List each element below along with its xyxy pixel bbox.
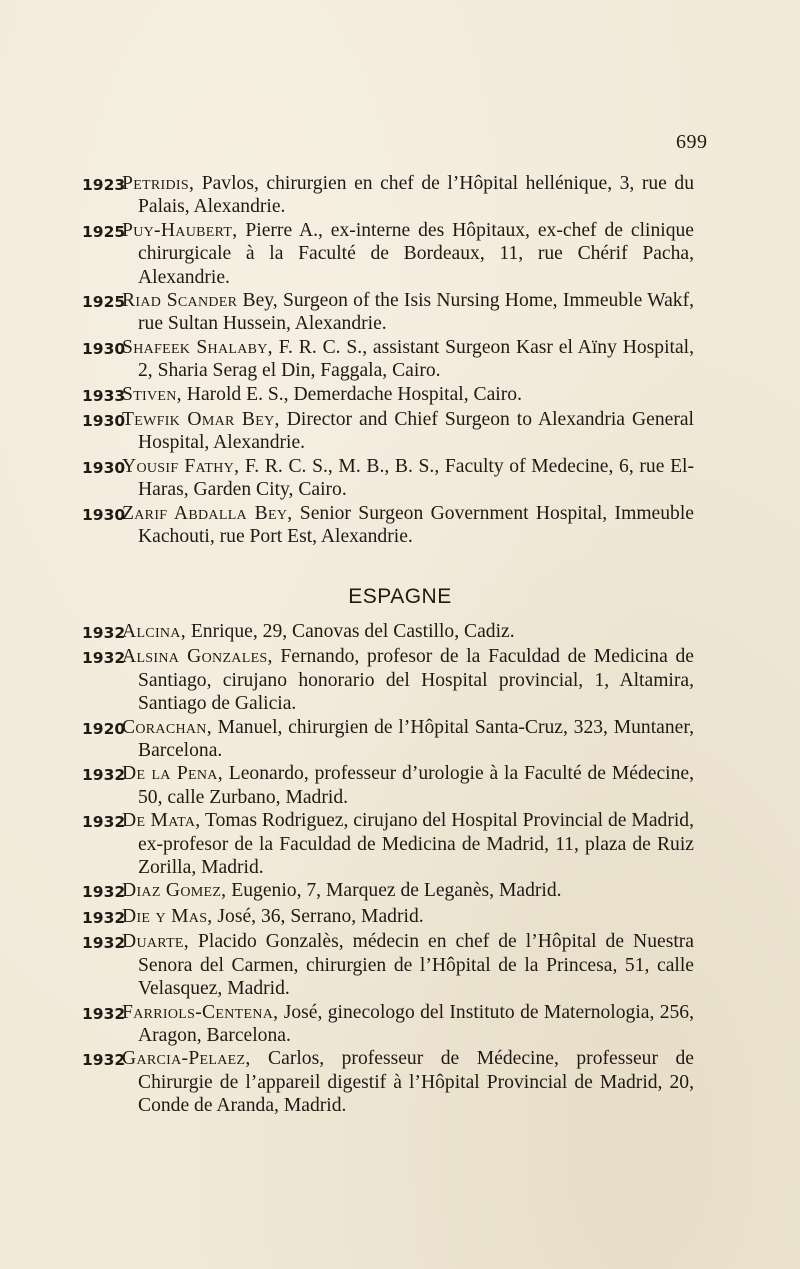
entry-body (122, 645, 694, 715)
directory-entry (0, 809, 800, 879)
section-heading: ESPAGNE (348, 585, 452, 608)
entry-details: Carlos, professeur de Médecine, professeur de Chirurgie de l’appareil digestif à l’Hôpital Provincial de Madrid, 20, Conde de Aranda, Madrid. (138, 1048, 694, 1117)
directory-entry (0, 930, 800, 1000)
entry-body (122, 879, 694, 902)
entry-name: De Mata, (122, 810, 201, 832)
entry-details: Director and Chief Surgeon to Alexandria General Hospital, Alexandrie. (138, 409, 694, 454)
entry-name: Stiven, (122, 383, 182, 405)
entry-year: 1930 (82, 458, 126, 477)
entry-name: Garcia-Pelaez, (122, 1048, 251, 1070)
entries-egypt (0, 172, 800, 549)
entry-details: Harold E. S., Demerdache Hospital, Cairo. (181, 383, 522, 405)
entry-name: Farriols-Centena, (122, 1001, 279, 1023)
entry-name: Diaz Gomez, (122, 880, 227, 902)
directory-entry (0, 905, 800, 930)
entry-details: Enrique, 29, Canovas del Castillo, Cadiz. (185, 621, 515, 642)
directory-entry (0, 502, 800, 549)
entry-details: Leonardo, professeur d’urologie à la Faculté de Médecine, 50, calle Zurbano, Madrid. (138, 763, 694, 808)
entry-year: 1932 (82, 908, 126, 927)
entry-name: De la Pena, (122, 763, 223, 785)
entry-details: Senior Surgeon Government Hospital, Immeuble Kachouti, rue Port Est, Alexandrie. (138, 502, 694, 548)
entry-body (122, 930, 694, 1000)
entry-details: Pavlos, chirurgien en chef de l’Hôpital hellénique, 3, rue du Palais, Alexandrie. (138, 173, 694, 218)
entry-body (122, 336, 694, 383)
entry-details: Manuel, chirurgien de l’Hôpital Santa-Cruz, 323, Muntaner, Barcelona. (138, 716, 694, 762)
entry-year: 1930 (82, 412, 126, 431)
entry-year: 1925 (82, 222, 126, 241)
entries-spain (0, 620, 800, 1118)
directory-entry (0, 336, 800, 383)
directory-entry (0, 645, 800, 715)
entry-body (122, 1001, 694, 1048)
entry-year: 1932 (82, 624, 126, 642)
entry-year: 1932 (82, 934, 126, 953)
entry-name: Corachan, (122, 716, 212, 738)
entry-name: Zarif Abdalla Bey, (122, 502, 293, 524)
entry-name: Alsina Gonzales, (122, 646, 273, 668)
directory-entry (0, 762, 800, 809)
entry-body (122, 383, 694, 406)
entry-name: Duarte, (122, 931, 189, 953)
directory-entry (0, 408, 800, 455)
entry-details: Pierre A., ex-interne des Hôpitaux, ex-chef de clinique chirurgicale à la Faculté de Bordeaux, 11, rue Chérif Pacha, Alexandrie. (138, 219, 694, 288)
entry-name: Riad Scander (122, 290, 238, 312)
entry-body (122, 172, 694, 219)
entry-year: 1923 (82, 176, 126, 194)
directory-entry (0, 219, 800, 289)
entry-year: 1920 (82, 719, 126, 738)
entry-details: F. R. C. S., M. B., B. S., Faculty of Medecine, 6, rue El-Haras, Garden City, Cairo. (138, 455, 695, 501)
entry-body (122, 905, 694, 928)
entry-details: Fernando, profesor de la Faculdad de Medicina de Santiago, cirujano honorario del Hospital provincial, 1, Altamira, Santiago de Galicia. (138, 646, 695, 715)
directory-entry (0, 455, 800, 502)
entry-name: Tewfik Omar Bey, (122, 409, 280, 431)
entry-name: Shafeek Shalaby, (122, 336, 273, 358)
entry-year: 1930 (82, 505, 126, 524)
entry-year: 1932 (82, 1051, 126, 1070)
entry-year: 1933 (82, 386, 126, 405)
directory-entry (0, 1047, 800, 1117)
entry-details: José, 36, Serrano, Madrid. (212, 905, 424, 927)
entry-details: Bey, Surgeon of the Isis Nursing Home, Immeuble Wakf, rue Sultan Hussein, Alexandrie. (138, 290, 695, 335)
entry-body (122, 408, 694, 455)
directory-entry (0, 289, 800, 336)
entry-details: José, ginecologo del Instituto de Maternologia, 256, Aragon, Barcelona. (138, 1001, 694, 1046)
entry-year: 1925 (82, 293, 126, 312)
entry-body (122, 809, 694, 879)
entry-year: 1932 (82, 766, 126, 785)
entry-details: Eugenio, 7, Marquez de Leganès, Madrid. (226, 880, 562, 902)
entry-year: 1930 (82, 339, 126, 358)
directory-entry (0, 620, 800, 645)
directory-entry (0, 716, 800, 763)
entry-name: Puy-Haubert, (122, 219, 238, 241)
entry-year: 1932 (82, 649, 126, 668)
entry-name: Yousif Fathy, (122, 455, 240, 477)
entry-name: Die y Mas, (122, 905, 213, 927)
entry-name: Alcina, (122, 621, 186, 642)
directory-entry (0, 383, 800, 408)
entry-body (122, 219, 694, 289)
entry-name: Petridis, (122, 173, 195, 194)
entry-year: 1932 (82, 1004, 126, 1023)
directory-entry (0, 172, 800, 219)
entry-details: Tomas Rodriguez, cirujano del Hospital Provincial de Madrid, ex-profesor de la Faculdad de Medicina de Madrid, 11, plaza de Ruiz Zorilla, Madrid. (138, 810, 694, 879)
entry-body (122, 502, 694, 549)
directory-entry (0, 879, 800, 904)
entry-body (122, 1047, 694, 1117)
directory-entry (0, 1001, 800, 1048)
entry-body (122, 620, 694, 643)
entry-body (122, 762, 694, 809)
page-number: 699 (676, 131, 708, 153)
entry-body (122, 289, 694, 336)
entry-year: 1932 (82, 813, 126, 832)
entry-details: F. R. C. S., assistant Surgeon Kasr el Aïny Hospital, 2, Sharia Serag el Din, Faggala, Cairo. (138, 336, 694, 382)
entry-details: Placido Gonzalès, médecin en chef de l’Hôpital de Nuestra Senora del Carmen, chirurgien de l’Hôpital de la Princesa, 51, calle Velasquez, Madrid. (138, 931, 694, 1000)
entry-body (122, 455, 694, 502)
entry-year: 1932 (82, 883, 126, 902)
entry-body (122, 716, 694, 763)
